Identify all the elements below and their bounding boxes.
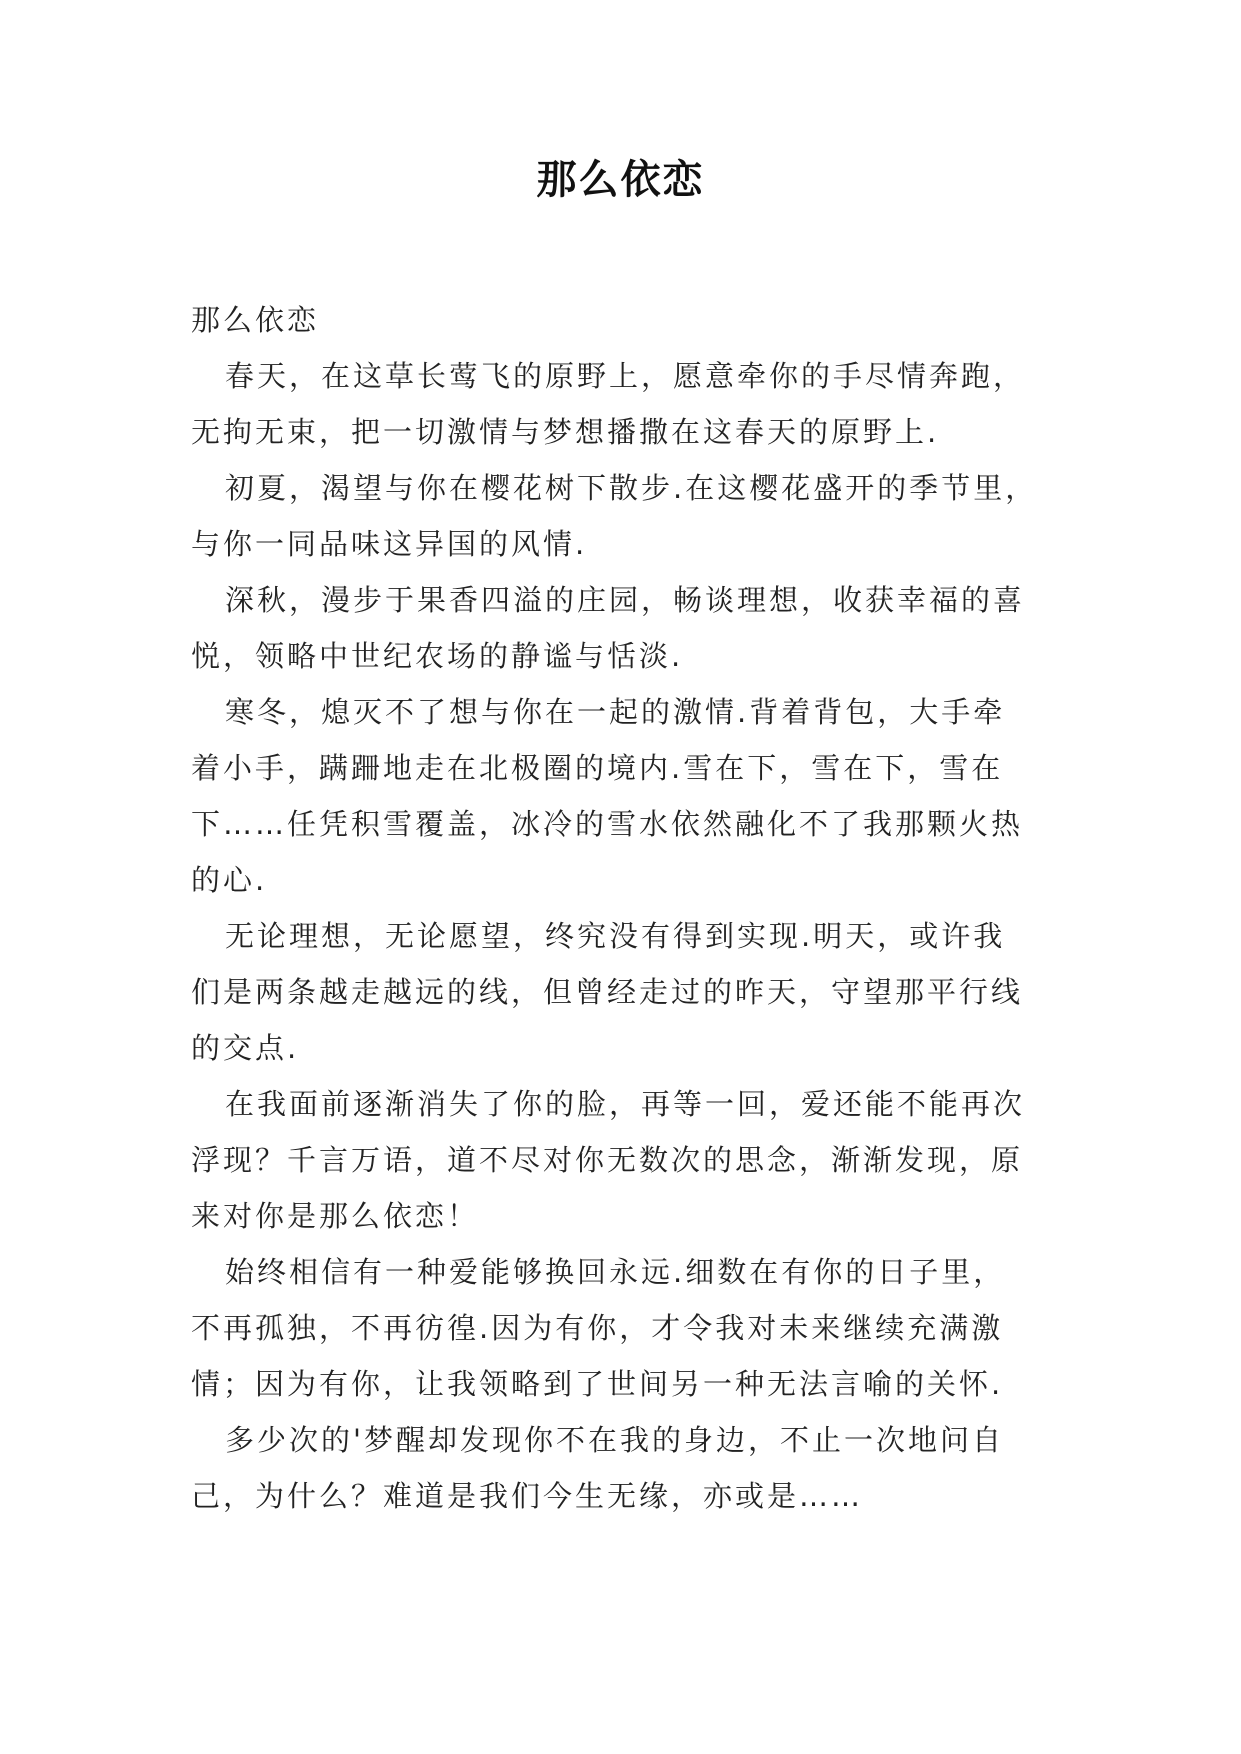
text-line: 不再孤独，不再彷徨.因为有你，才令我对未来继续充满激 [191,1311,1004,1345]
text-line: 悦，领略中世纪农场的静谧与恬淡. [191,639,684,673]
text-line: 浮现？千言万语，道不尽对你无数次的思念，渐渐发现，原 [191,1143,1024,1177]
text-line: 无论理想，无论愿望，终究没有得到实现.明天，或许我 [225,919,1006,953]
text-line: 初夏，渴望与你在樱花树下散步.在这樱花盛开的季节里， [225,471,1038,505]
text-line: 的心. [191,863,268,897]
text-line: 多少次的'梦醒却发现你不在我的身边，不止一次地问自 [225,1423,1004,1457]
text-line: 无拘无束，把一切激情与梦想播撒在这春天的原野上. [191,415,940,449]
text-line: 在我面前逐渐消失了你的脸，再等一回，爱还能不能再次 [225,1087,1026,1121]
text-line: 情；因为有你，让我领略到了世间另一种无法言喻的关怀. [191,1367,1004,1401]
text-line: 己，为什么？难道是我们今生无缘，亦或是…… [191,1479,864,1513]
document-title: 那么依恋 [536,156,705,203]
document-body [191,292,1061,1524]
text-line: 们是两条越走越远的线，但曾经走过的昨天，守望那平行线 [191,975,1024,1009]
text-line: 那么依恋 [191,303,320,337]
text-line: 与你一同品味这异国的风情. [191,527,588,561]
text-line: 深秋，漫步于果香四溢的庄园，畅谈理想，收获幸福的喜 [225,583,1026,617]
text-line: 来对你是那么依恋！ [191,1199,480,1233]
text-line: 始终相信有一种爱能够换回永远.细数在有你的日子里， [225,1255,1006,1289]
text-line: 的交点. [191,1031,300,1065]
text-line: 春天，在这草长莺飞的原野上，愿意牵你的手尽情奔跑， [225,359,1026,393]
text-line: 下……任凭积雪覆盖，冰冷的雪水依然融化不了我那颗火热 [191,807,1024,841]
text-line: 寒冬，熄灭不了想与你在一起的激情.背着背包，大手牵 [225,695,1006,729]
text-line: 着小手，蹒跚地走在北极圈的境内.雪在下，雪在下，雪在 [191,751,1004,785]
